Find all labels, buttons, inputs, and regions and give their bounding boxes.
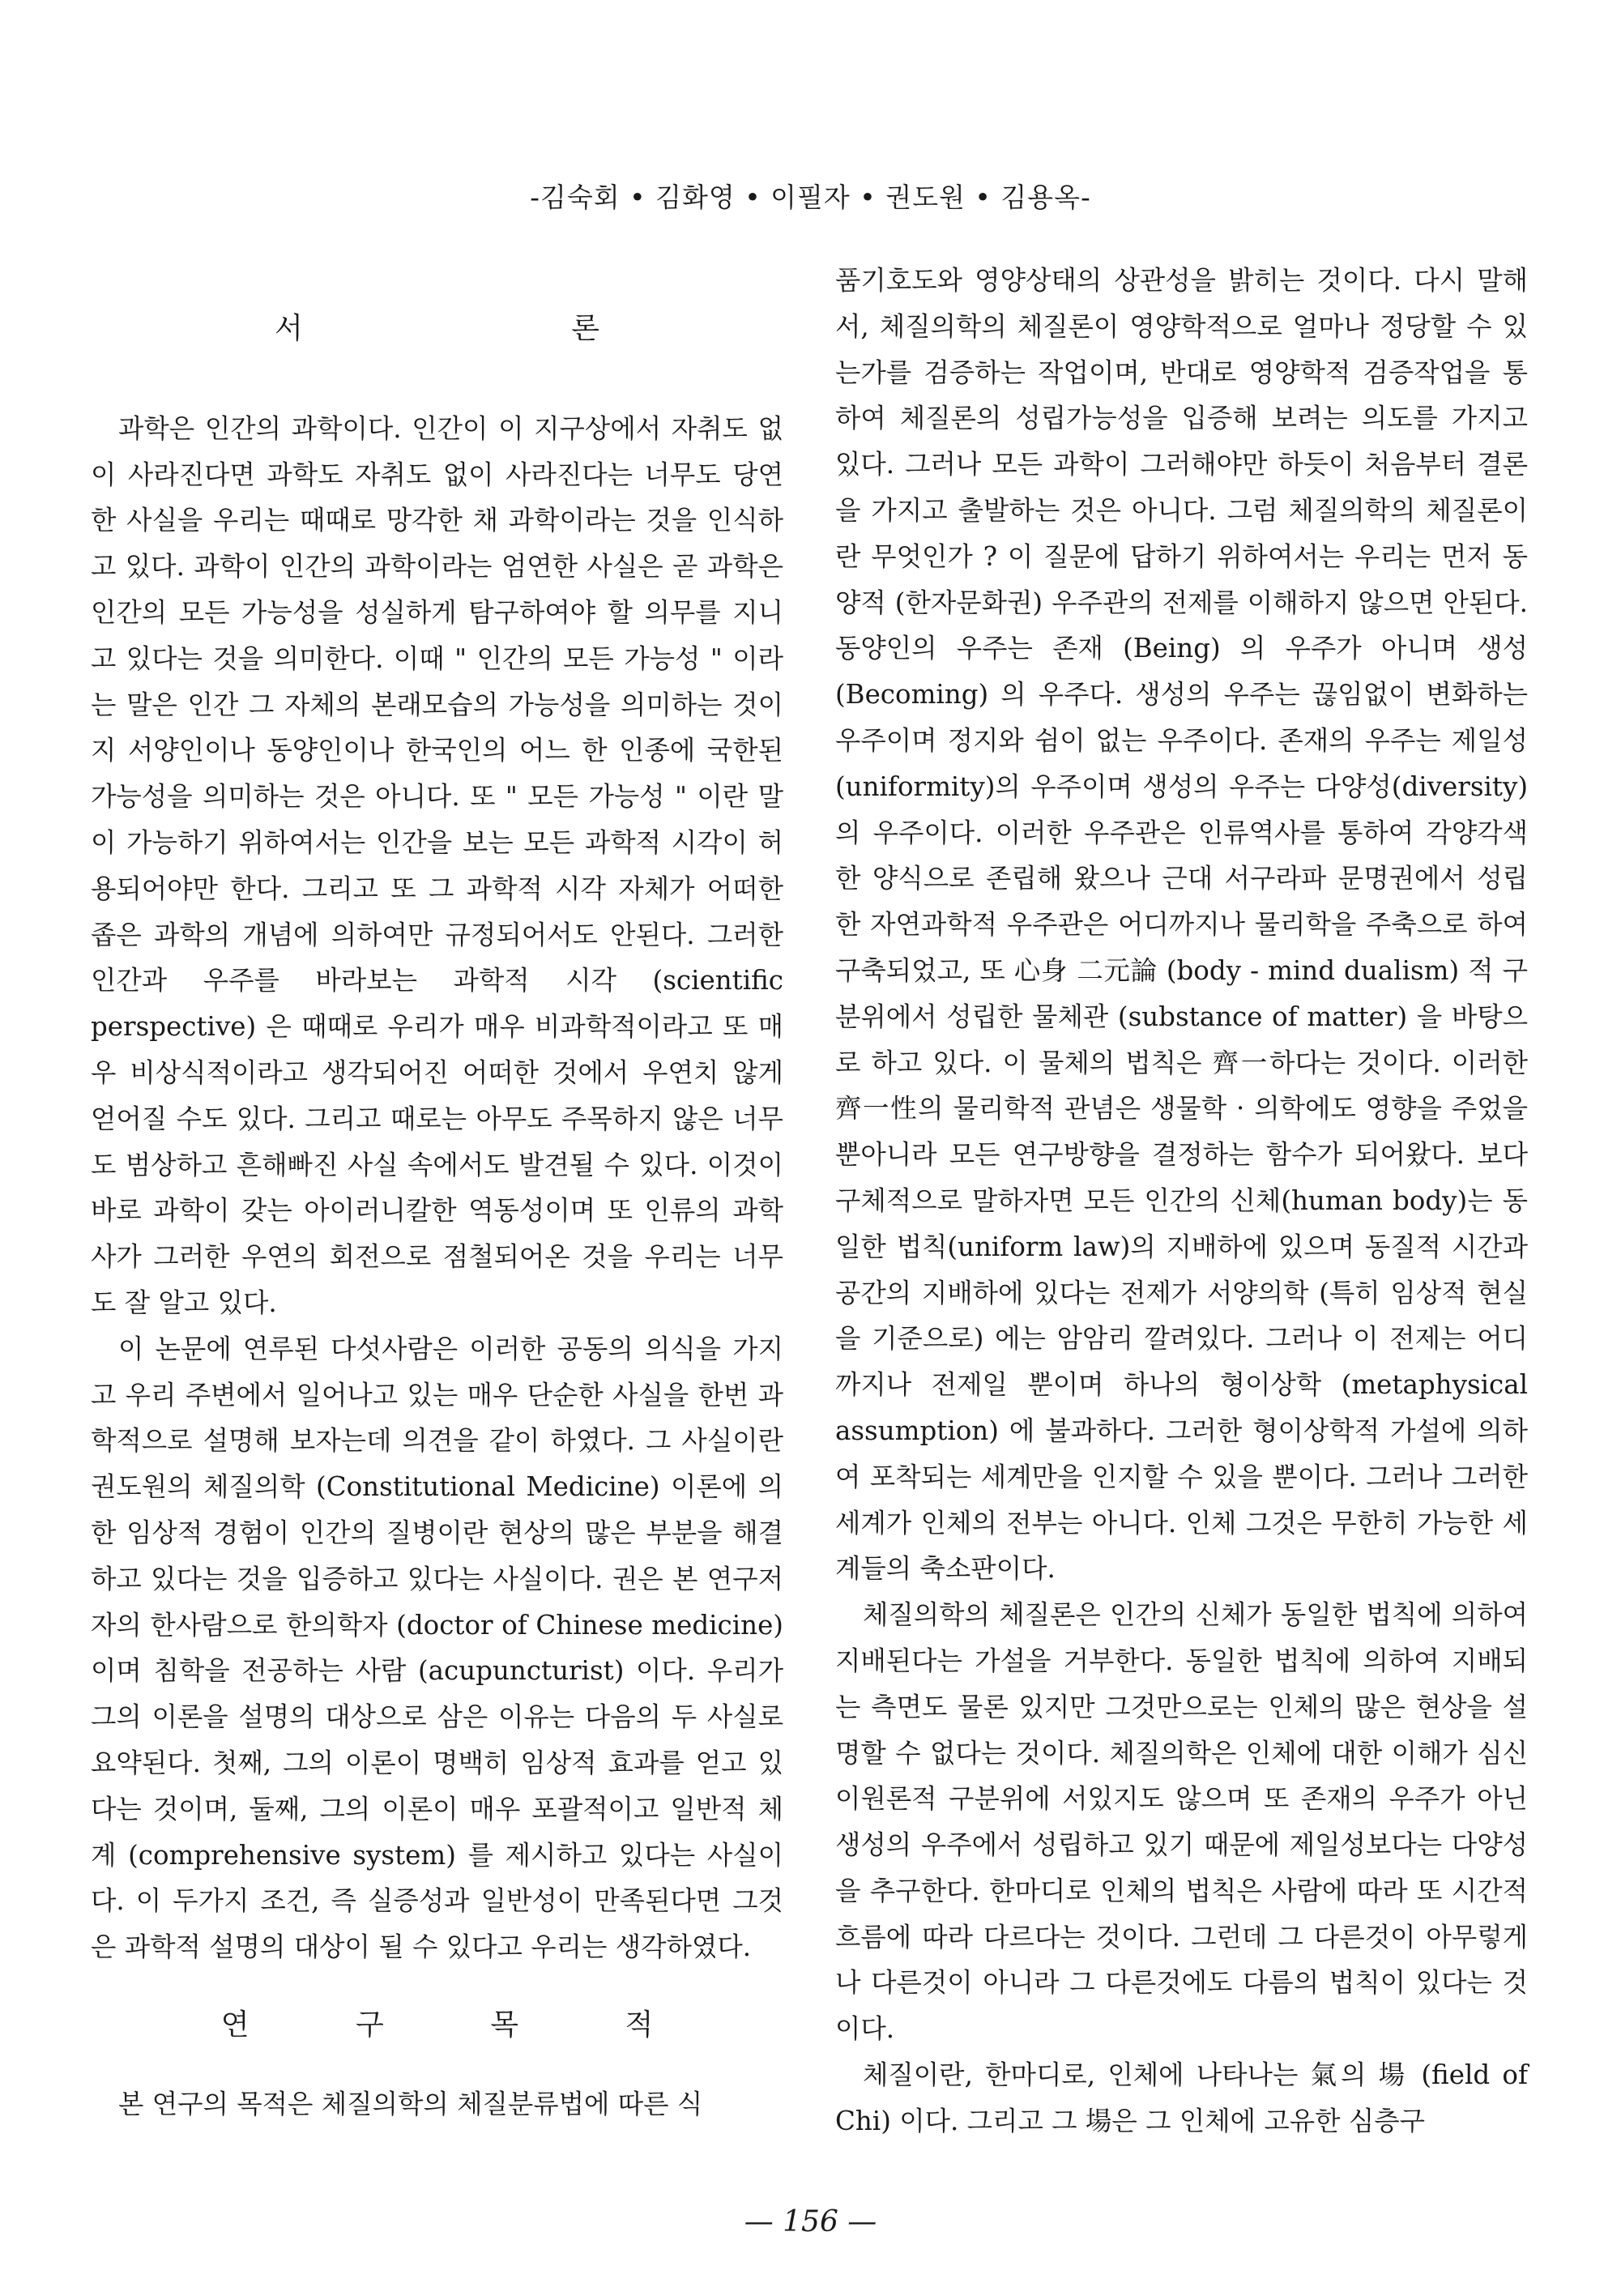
section-heading-introduction: 서 론 [275,312,729,345]
author-line: -김숙회 • 김화영 • 이필자 • 권도원 • 김용옥- [530,181,1091,213]
body-paragraph: 과학은 인간의 과학이다. 인간이 이 지구상에서 자취도 없이 사라진다면 과학도 자취도 없이 사라진다는 너무도 당연한 사실을 우리는 때때로 망각한 채 과학이라는 것을 인식하고 있다. 과학이 인간의 과학이라는 엄연한 사실은 곧 과학은 인간의 모든 가능성을 성실하게 탐구하여야 할 의무를 지니고 있다는 것을 의미한다. 이때 " 인간의 모든 가능성 " 이라는 말은 인간 그 자체의 본래모습의 가능성을 의미하는 것이지 서양인이나 동양인이나 한국인의 어느 한 인종에 국한된 가능성을 의미하는 것은 아니다. 또 " 모든 가능성 " 이란 말이 가능하기 위하여서는 인간을 보는 모든 과학적 시각이 허용되어야만 한다. 그리고 또 그 과학적 시각 자체가 어떠한 좁은 과학의 개념에 의하여만 규정되어서도 안된다. 그러한 인간과 우주를 바라보는 과학적 시각 (scientific perspective) 은 때때로 우리가 매우 비과학적이라고 또 매우 비상식적이라고 생각되어진 어떠한 것에서 우연치 않게 얻어질 수도 있다. 그리고 때로는 아무도 주목하지 않은 너무도 범상하고 흔해빠진 사실 속에서도 발견될 수 있다. 이것이 바로 과학이 갖는 아이러니칼한 역동성이며 또 인류의 과학사가 그러한 우연의 회전으로 점철되어온 것을 우리는 너무도 잘 알고 있다. [91,412,783,1318]
body-paragraph-continued: 품기호도와 영양상태의 상관성을 밝히는 것이다. 다시 말해서, 체질의학의 체질론이 영양학적으로 얼마나 정당할 수 있는가를 검증하는 작업이며, 반대로 영양학적 검증작업을 통하여 체질론의 성립가능성을 입증해 보려는 의도를 가지고 있다. 그러나 모든 과학이 그러해야만 하듯이 처음부터 결론을 가지고 출발하는 것은 아니다. 그럼 체질의학의 체질론이란 무엇인가 ? 이 질문에 답하기 위하여서는 우리는 먼저 동양적 (한자문화권) 우주관의 전제를 이해하지 않으면 안된다. 동양인의 우주는 존재 (Being) 의 우주가 아니며 생성 (Becoming) 의 우주다. 생성의 우주는 끊임없이 변화하는 우주이며 정지와 쉼이 없는 우주이다. 존재의 우주는 제일성(uniformity)의 우주이며 생성의 우주는 다양성(diversity)의 우주이다. 이러한 우주관은 인류역사를 통하여 각양각색한 양식으로 존립해 왔으나 근대 서구라파 문명권에서 성립한 자연과학적 우주관은 어디까지나 물리학을 주축으로 하여 구축되었고, 또 心身 二元論 (body - mind dualism) 적 구분위에서 성립한 물체관 (substance of matter) 을 바탕으로 하고 있다. 이 물체의 법칙은 齊一하다는 것이다. 이러한 齊一性의 물리학적 관념은 생물학 · 의학에도 영향을 주었을 뿐아니라 모든 연구방향을 결정하는 함수가 되어왔다. 보다 구체적으로 말하자면 모든 인간의 신체(human body)는 동일한 법칙(uniform law)의 지배하에 있으며 동질적 시간과 공간의 지배하에 있다는 전제가 서양의학 (특히 임상적 현실을 기준으로) 에는 암암리 깔려있다. 그러나 이 전제는 어디까지나 전제일 뿐이며 하나의 형이상학 (metaphysical assumption) 에 불과하다. 그러한 형이상학적 가설에 의하여 포착되는 세계만을 인지할 수 있을 뿐이다. 그러나 그러한 세계가 인체의 전부는 아니다. 인체 그것은 무한히 가능한 세계들의 축소판이다. [835,265,1528,1585]
body-paragraph: 체질이란, 한마디로, 인체에 나타나는 氣의 場 (field of Chi) 이다. 그리고 그 場은 그 인체에 고유한 심층구 [835,2059,1528,2136]
body-paragraph: 이 논문에 연루된 다섯사람은 이러한 공동의 의식을 가지고 우리 주변에서 일어나고 있는 매우 단순한 사실을 한번 과학적으로 설명해 보자는데 의견을 같이 하였다. 그 사실이란 권도원의 체질의학 (Constitutional Medicine) 이론에 의한 임상적 경험이 인간의 질병이란 현상의 많은 부분을 해결하고 있다는 것을 입증하고 있다는 사실이다. 권은 본 연구저자의 한사람으로 한의학자 (doctor of Chinese medicine) 이며 침학을 전공하는 사람 (acupuncturist) 이다. 우리가 그의 이론을 설명의 대상으로 삼은 이유는 다음의 두 사실로 요약된다. 첫째, 그의 이론이 명백히 임상적 효과를 얻고 있다는 것이며, 둘째, 그의 이론이 매우 포괄적이고 일반적 체계 (comprehensive system) 를 제시하고 있다는 사실이다. 이 두가지 조건, 즉 실증성과 일반성이 만족된다면 그것은 과학적 설명의 대상이 될 수 있다고 우리는 생각하였다. [91,1333,783,1963]
left-column [91,258,783,2127]
right-column [835,258,1528,2144]
page-number: — 156 — [744,2205,877,2238]
body-paragraph: 본 연구의 목적은 체질의학의 체질분류법에 따른 식 [118,2088,703,2119]
body-paragraph: 체질의학의 체질론은 인간의 신체가 동일한 법칙에 의하여 지배된다는 가설을 거부한다. 동일한 법칙에 의하여 지배되는 측면도 물론 있지만 그것만으로는 인체의 많은 현상을 설명할 수 없다는 것이다. 체질의학은 인체에 대한 이해가 심신이원론적 구분위에 서있지도 않으며 또 존재의 우주가 아닌 생성의 우주에서 성립하고 있기 때문에 제일성보다는 다양성을 추구한다. 한마디로 인체의 법칙은 사람에 따라 또 시간적 흐름에 따라 다르다는 것이다. 그런데 그 다른것이 아무렇게나 다른것이 아니라 그 다른것에도 다름의 법칙이 있다는 것이다. [835,1599,1528,2045]
section-heading-research-purpose: 연 구 목 적 [220,2008,702,2042]
